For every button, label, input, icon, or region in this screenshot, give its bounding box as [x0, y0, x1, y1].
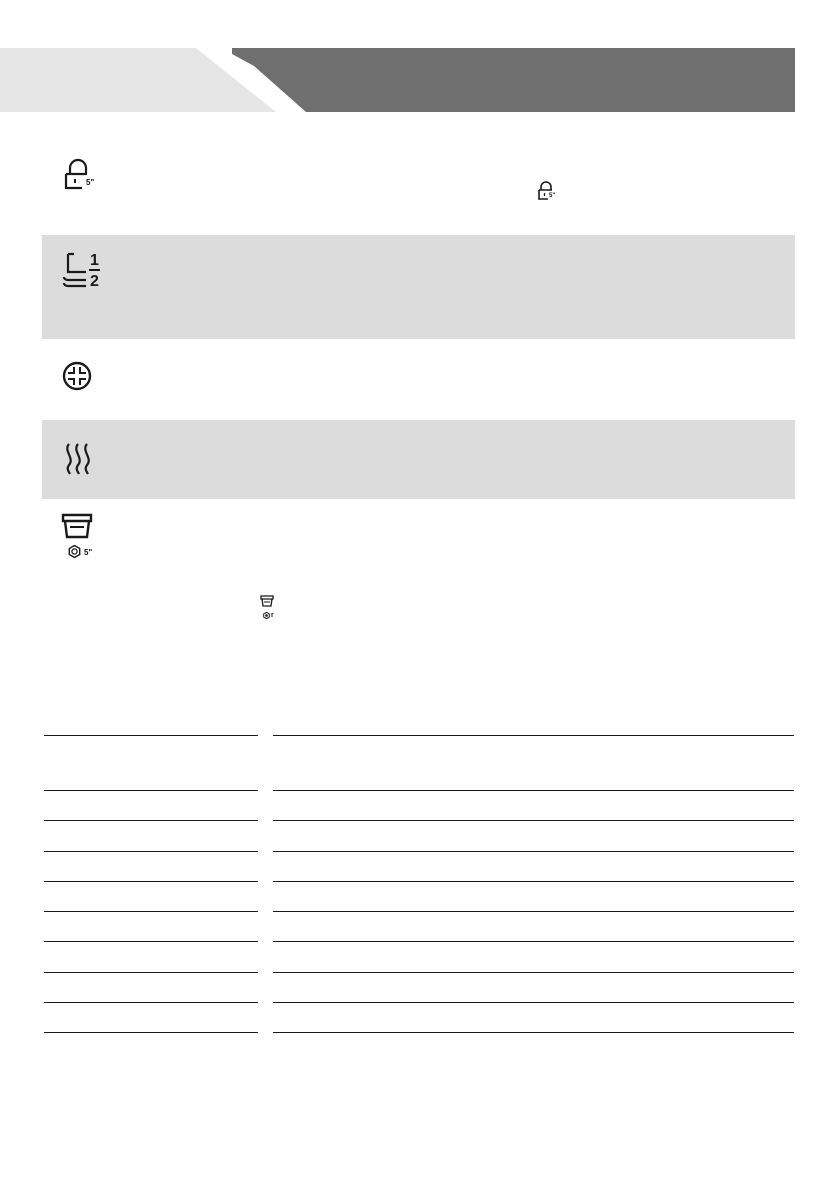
gear-small-icon	[263, 612, 270, 619]
header-left-tab	[0, 48, 276, 112]
table-rule-right	[273, 1002, 794, 1003]
table-rule-right	[273, 851, 794, 852]
feature-row-half-load-bg	[42, 235, 795, 339]
feature-row-extra-dry-bg	[42, 420, 795, 499]
svg-text:2: 2	[90, 273, 99, 290]
table-rule-right	[273, 735, 794, 736]
header-right-tab	[232, 48, 795, 112]
table-rule-left	[44, 1002, 258, 1003]
table-rule-left	[44, 941, 258, 942]
table-rule-left	[44, 790, 258, 791]
child-lock-small-badge: 5"	[549, 193, 556, 199]
table-rule-left	[44, 881, 258, 882]
table-rule-right	[273, 1032, 794, 1033]
rinse-aid-icon	[60, 512, 94, 540]
svg-text:1: 1	[90, 252, 99, 269]
table-rule-right	[273, 972, 794, 973]
table-rule-left	[44, 972, 258, 973]
extra-dry-icon	[63, 441, 97, 477]
table-rule-right	[273, 790, 794, 791]
table-rule-right	[273, 911, 794, 912]
rinse-aid-small-icon	[259, 594, 275, 608]
table-rule-left	[44, 851, 258, 852]
half-load-icon	[60, 250, 104, 290]
extra-hygiene-icon	[61, 360, 93, 392]
rinse-aid-small-badge: r	[271, 612, 274, 619]
child-lock-badge: 5"	[86, 178, 95, 187]
table-rule-right	[273, 941, 794, 942]
table-rule-right	[273, 820, 794, 821]
table-rule-right	[273, 881, 794, 882]
gear-icon	[68, 545, 81, 558]
table-rule-left	[44, 1032, 258, 1033]
table-rule-left	[44, 820, 258, 821]
table-rule-left	[44, 735, 258, 736]
rinse-aid-badge: 5"	[84, 548, 93, 557]
header-banner	[0, 0, 840, 120]
table-rule-left	[44, 911, 258, 912]
